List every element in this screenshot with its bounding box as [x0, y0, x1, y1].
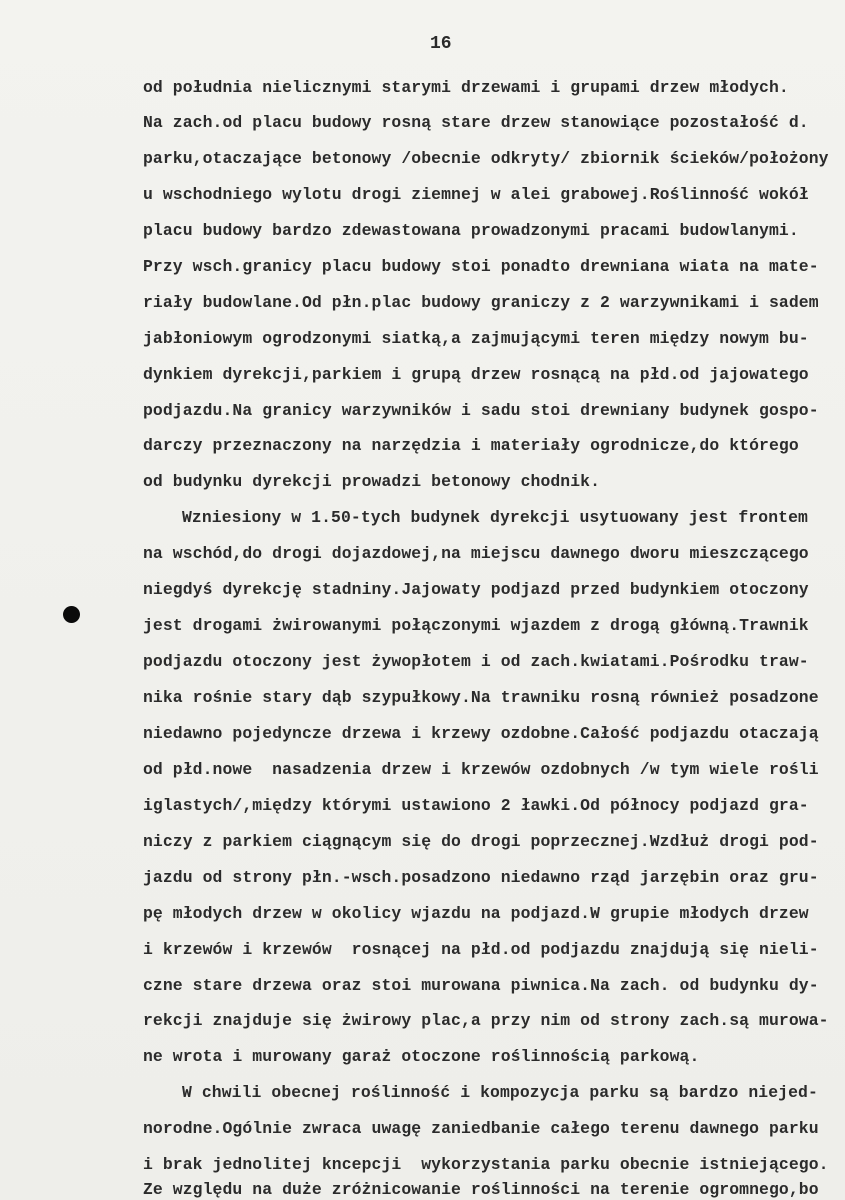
- text-line: czne stare drzewa oraz stoi murowana piwnica.Na zach. od budynku dy-: [143, 976, 819, 995]
- text-line: na wschód,do drogi dojazdowej,na miejscu dawnego dworu mieszczącego: [143, 544, 809, 563]
- text-line: W chwili obecnej roślinność i kompozycja parku są bardzo niejed-: [182, 1083, 818, 1102]
- text-line: rekcji znajduje się żwirowy plac,a przy nim od strony zach.są murowa-: [143, 1011, 829, 1030]
- text-line: dynkiem dyrekcji,parkiem i grupą drzew rosnącą na płd.od jajowatego: [143, 365, 809, 384]
- text-line: podjazdu otoczony jest żywopłotem i od zach.kwiatami.Pośrodku traw-: [143, 652, 809, 671]
- text-line: Przy wsch.granicy placu budowy stoi ponadto drewniana wiata na mate-: [143, 257, 819, 276]
- text-line: podjazdu.Na granicy warzywników i sadu stoi drewniany budynek gospo-: [143, 401, 819, 420]
- text-line: od południa nielicznymi starymi drzewami i grupami drzew młodych.: [143, 78, 789, 97]
- page-number: 16: [430, 34, 452, 54]
- text-line: ne wrota i murowany garaż otoczone roślinnością parkową.: [143, 1047, 700, 1066]
- text-line: i krzewów i krzewów rosnącej na płd.od podjazdu znajdują się nieli-: [143, 940, 819, 959]
- text-line: Na zach.od placu budowy rosną stare drzew stanowiące pozostałość d.: [143, 113, 809, 132]
- text-line: niedawno pojedyncze drzewa i krzewy ozdobne.Całość podjazdu otaczają: [143, 724, 819, 743]
- text-line: pę młodych drzew w okolicy wjazdu na podjazd.W grupie młodych drzew: [143, 904, 809, 923]
- text-line: parku,otaczające betonowy /obecnie odkryty/ zbiornik ścieków/położony: [143, 149, 829, 168]
- text-line: iglastych/,między którymi ustawiono 2 ławki.Od północy podjazd gra-: [143, 796, 809, 815]
- text-line: niegdyś dyrekcję stadniny.Jajowaty podjazd przed budynkiem otoczony: [143, 580, 809, 599]
- text-line: niczy z parkiem ciągnącym się do drogi poprzecznej.Wzdłuż drogi pod-: [143, 832, 819, 851]
- text-line: placu budowy bardzo zdewastowana prowadzonymi pracami budowlanymi.: [143, 221, 799, 240]
- text-line: od budynku dyrekcji prowadzi betonowy chodnik.: [143, 472, 601, 491]
- text-line: nika rośnie stary dąb szypułkowy.Na trawniku rosną również posadzone: [143, 688, 819, 707]
- text-line: jazdu od strony płn.-wsch.posadzono niedawno rząd jarzębin oraz gru-: [143, 868, 819, 887]
- punch-hole: [63, 606, 80, 623]
- text-line: riały budowlane.Od płn.plac budowy graniczy z 2 warzywnikami i sadem: [143, 293, 819, 312]
- text-line: jabłoniowym ogrodzonymi siatką,a zajmującymi teren między nowym bu-: [143, 329, 809, 348]
- text-line: jest drogami żwirowanymi połączonymi wjazdem z drogą główną.Trawnik: [143, 616, 809, 635]
- text-line: u wschodniego wylotu drogi ziemnej w alei grabowej.Roślinność wokół: [143, 185, 809, 204]
- text-line: darczy przeznaczony na narzędzia i materiały ogrodnicze,do którego: [143, 436, 799, 455]
- text-line: norodne.Ogólnie zwraca uwagę zaniedbanie całego terenu dawnego parku: [143, 1119, 819, 1138]
- text-line: od płd.nowe nasadzenia drzew i krzewów ozdobnych /w tym wiele rośli: [143, 760, 819, 779]
- text-line: Wzniesiony w 1.50-tych budynek dyrekcji usytuowany jest frontem: [182, 508, 808, 527]
- text-line: i brak jednolitej kncepcji wykorzystania parku obecnie istniejącego.: [143, 1155, 829, 1174]
- text-line: Ze względu na duże zróżnicowanie roślinności na terenie ogromnego,bo: [143, 1180, 819, 1199]
